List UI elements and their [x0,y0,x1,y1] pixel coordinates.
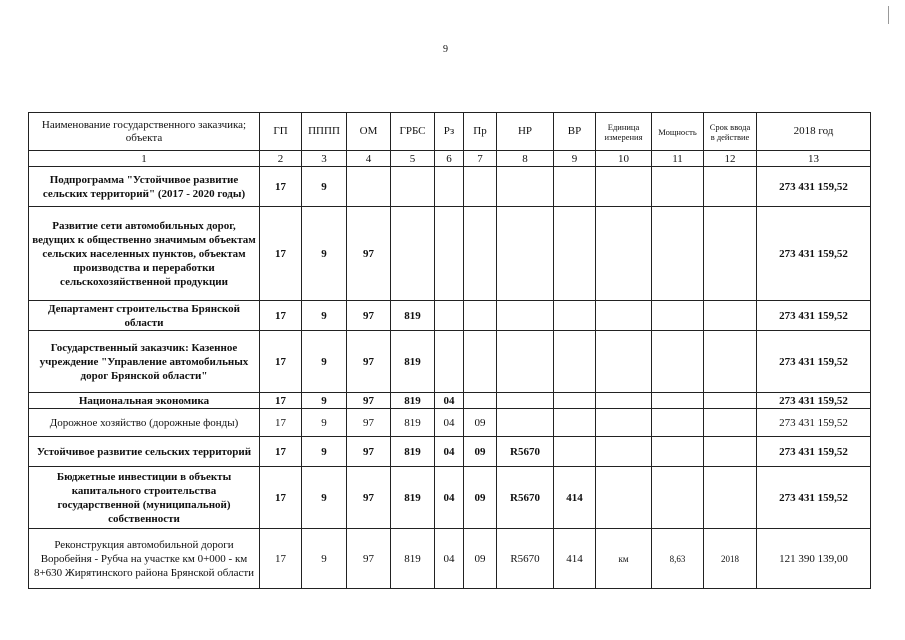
row-code-cell [435,167,464,207]
row-code-cell: 97 [347,207,391,301]
row-code-cell: 819 [391,409,435,437]
amount-cell: 273 431 159,52 [757,437,871,467]
row-code-cell [554,331,596,393]
row-name-cell: Устойчивое развитие сельских территорий [29,437,260,467]
row-code-cell: 97 [347,331,391,393]
row-code-cell [464,167,497,207]
row-code-cell [435,331,464,393]
header-nr: НР [497,113,554,151]
row-code-cell: 819 [391,529,435,589]
column-number: 9 [554,151,596,167]
row-code-cell: 17 [260,331,302,393]
amount-cell: 273 431 159,52 [757,301,871,331]
row-code-cell: 97 [347,393,391,409]
row-code-cell [554,437,596,467]
row-code-cell: 17 [260,467,302,529]
row-value-cell: 8,63 [652,529,704,589]
column-number: 6 [435,151,464,167]
row-code-cell [435,207,464,301]
column-number: 13 [757,151,871,167]
header-row [29,113,871,151]
row-code-cell: 17 [260,529,302,589]
row-value-cell [652,207,704,301]
row-code-cell [554,409,596,437]
amount-cell: 273 431 159,52 [757,207,871,301]
amount-cell: 273 431 159,52 [757,467,871,529]
row-name-cell: Подпрограмма "Устойчивое развитие сельских территорий" (2017 - 2020 годы) [29,167,260,207]
row-code-cell: 9 [302,301,347,331]
column-number: 1 [29,151,260,167]
table-row [29,409,871,437]
row-code-cell: 09 [464,529,497,589]
row-code-cell: 9 [302,409,347,437]
row-code-cell: 17 [260,393,302,409]
header-gp: ГП [260,113,302,151]
row-value-cell [596,467,652,529]
column-number: 5 [391,151,435,167]
header-vr: ВР [554,113,596,151]
row-code-cell: 09 [464,437,497,467]
row-value-cell [596,207,652,301]
row-value-cell [652,331,704,393]
row-value-cell [704,437,757,467]
amount-cell: 273 431 159,52 [757,167,871,207]
table-row [29,437,871,467]
column-number: 11 [652,151,704,167]
row-code-cell: 819 [391,467,435,529]
row-code-cell [464,393,497,409]
row-code-cell: 414 [554,467,596,529]
column-number: 10 [596,151,652,167]
row-code-cell: 9 [302,207,347,301]
row-code-cell: 97 [347,409,391,437]
row-code-cell [497,207,554,301]
row-code-cell: 819 [391,301,435,331]
header-om: ОМ [347,113,391,151]
column-number: 4 [347,151,391,167]
column-number: 2 [260,151,302,167]
row-value-cell [596,301,652,331]
header-name: Наименование государственного заказчика; объекта [29,113,260,151]
row-code-cell: 04 [435,437,464,467]
row-code-cell: 819 [391,393,435,409]
table-row [29,529,871,589]
header-capacity: Мощность [652,113,704,151]
row-value-cell [704,467,757,529]
budget-table [28,112,871,589]
row-code-cell: R5670 [497,437,554,467]
column-number-row [29,151,871,167]
row-code-cell: 17 [260,409,302,437]
row-code-cell [497,409,554,437]
header-year-2018: 2018 год [757,113,871,151]
row-code-cell [464,301,497,331]
row-code-cell: 414 [554,529,596,589]
row-code-cell: 04 [435,393,464,409]
row-code-cell [554,207,596,301]
row-code-cell [391,167,435,207]
row-code-cell: R5670 [497,529,554,589]
scan-edge-mark [888,6,889,24]
table-row [29,393,871,409]
row-value-cell: км [596,529,652,589]
row-value-cell [704,393,757,409]
row-value-cell [704,331,757,393]
row-value-cell [704,167,757,207]
row-value-cell [652,393,704,409]
amount-cell: 273 431 159,52 [757,393,871,409]
row-value-cell [704,207,757,301]
row-value-cell [652,467,704,529]
table-row [29,301,871,331]
row-code-cell: 09 [464,409,497,437]
amount-cell: 273 431 159,52 [757,331,871,393]
row-code-cell [554,301,596,331]
row-code-cell: 97 [347,437,391,467]
row-name-cell: Департамент строительства Брянской области [29,301,260,331]
row-code-cell: 9 [302,467,347,529]
amount-cell: 273 431 159,52 [757,409,871,437]
row-code-cell: 17 [260,437,302,467]
header-commissioning: Срок ввода в действие [704,113,757,151]
row-code-cell: 9 [302,167,347,207]
row-value-cell [596,393,652,409]
table-row [29,207,871,301]
header-grbs: ГРБС [391,113,435,151]
row-code-cell [391,207,435,301]
row-code-cell: 17 [260,301,302,331]
row-name-cell: Национальная экономика [29,393,260,409]
row-code-cell: 819 [391,437,435,467]
row-code-cell: 9 [302,393,347,409]
amount-cell: 121 390 139,00 [757,529,871,589]
row-code-cell [464,331,497,393]
header-pppp: ПППП [302,113,347,151]
row-name-cell: Реконструкция автомобильной дороги Воробейня - Рубча на участке км 0+000 - км 8+630 Жирятинского района Брянской области [29,529,260,589]
header-pr: Пр [464,113,497,151]
table-row [29,167,871,207]
row-code-cell [497,167,554,207]
row-code-cell: 9 [302,529,347,589]
row-name-cell: Государственный заказчик: Казенное учреждение "Управление автомобильных дорог Брянской области" [29,331,260,393]
row-value-cell [596,331,652,393]
row-code-cell: 04 [435,409,464,437]
column-number: 12 [704,151,757,167]
table-row [29,331,871,393]
row-value-cell [596,409,652,437]
row-code-cell: 9 [302,331,347,393]
header-unit: Единица измерения [596,113,652,151]
row-value-cell [704,301,757,331]
row-code-cell [347,167,391,207]
row-code-cell [497,301,554,331]
column-number: 3 [302,151,347,167]
table-row [29,467,871,529]
row-name-cell: Развитие сети автомобильных дорог, ведущих к общественно значимым объектам сельских населенных пунктов, объектам производства и переработки сельскохозяйственной продукции [29,207,260,301]
row-code-cell: 97 [347,467,391,529]
row-value-cell [652,409,704,437]
row-code-cell: 09 [464,467,497,529]
row-value-cell [596,437,652,467]
row-value-cell [652,167,704,207]
column-number: 7 [464,151,497,167]
row-code-cell [497,331,554,393]
row-code-cell [435,301,464,331]
row-code-cell [497,393,554,409]
column-number: 8 [497,151,554,167]
row-code-cell: 97 [347,529,391,589]
row-code-cell: 04 [435,529,464,589]
row-code-cell: 97 [347,301,391,331]
row-code-cell [554,167,596,207]
row-value-cell [652,301,704,331]
row-code-cell: 9 [302,437,347,467]
row-code-cell [554,393,596,409]
row-value-cell [596,167,652,207]
row-value-cell: 2018 [704,529,757,589]
row-value-cell [652,437,704,467]
row-name-cell: Дорожное хозяйство (дорожные фонды) [29,409,260,437]
row-code-cell: R5670 [497,467,554,529]
row-code-cell: 17 [260,207,302,301]
row-name-cell: Бюджетные инвестиции в объекты капитального строительства государственной (муниципальной) собственности [29,467,260,529]
row-code-cell: 17 [260,167,302,207]
row-code-cell: 04 [435,467,464,529]
row-value-cell [704,409,757,437]
row-code-cell: 819 [391,331,435,393]
page-number: 9 [443,44,448,55]
header-rz: Рз [435,113,464,151]
row-code-cell [464,207,497,301]
